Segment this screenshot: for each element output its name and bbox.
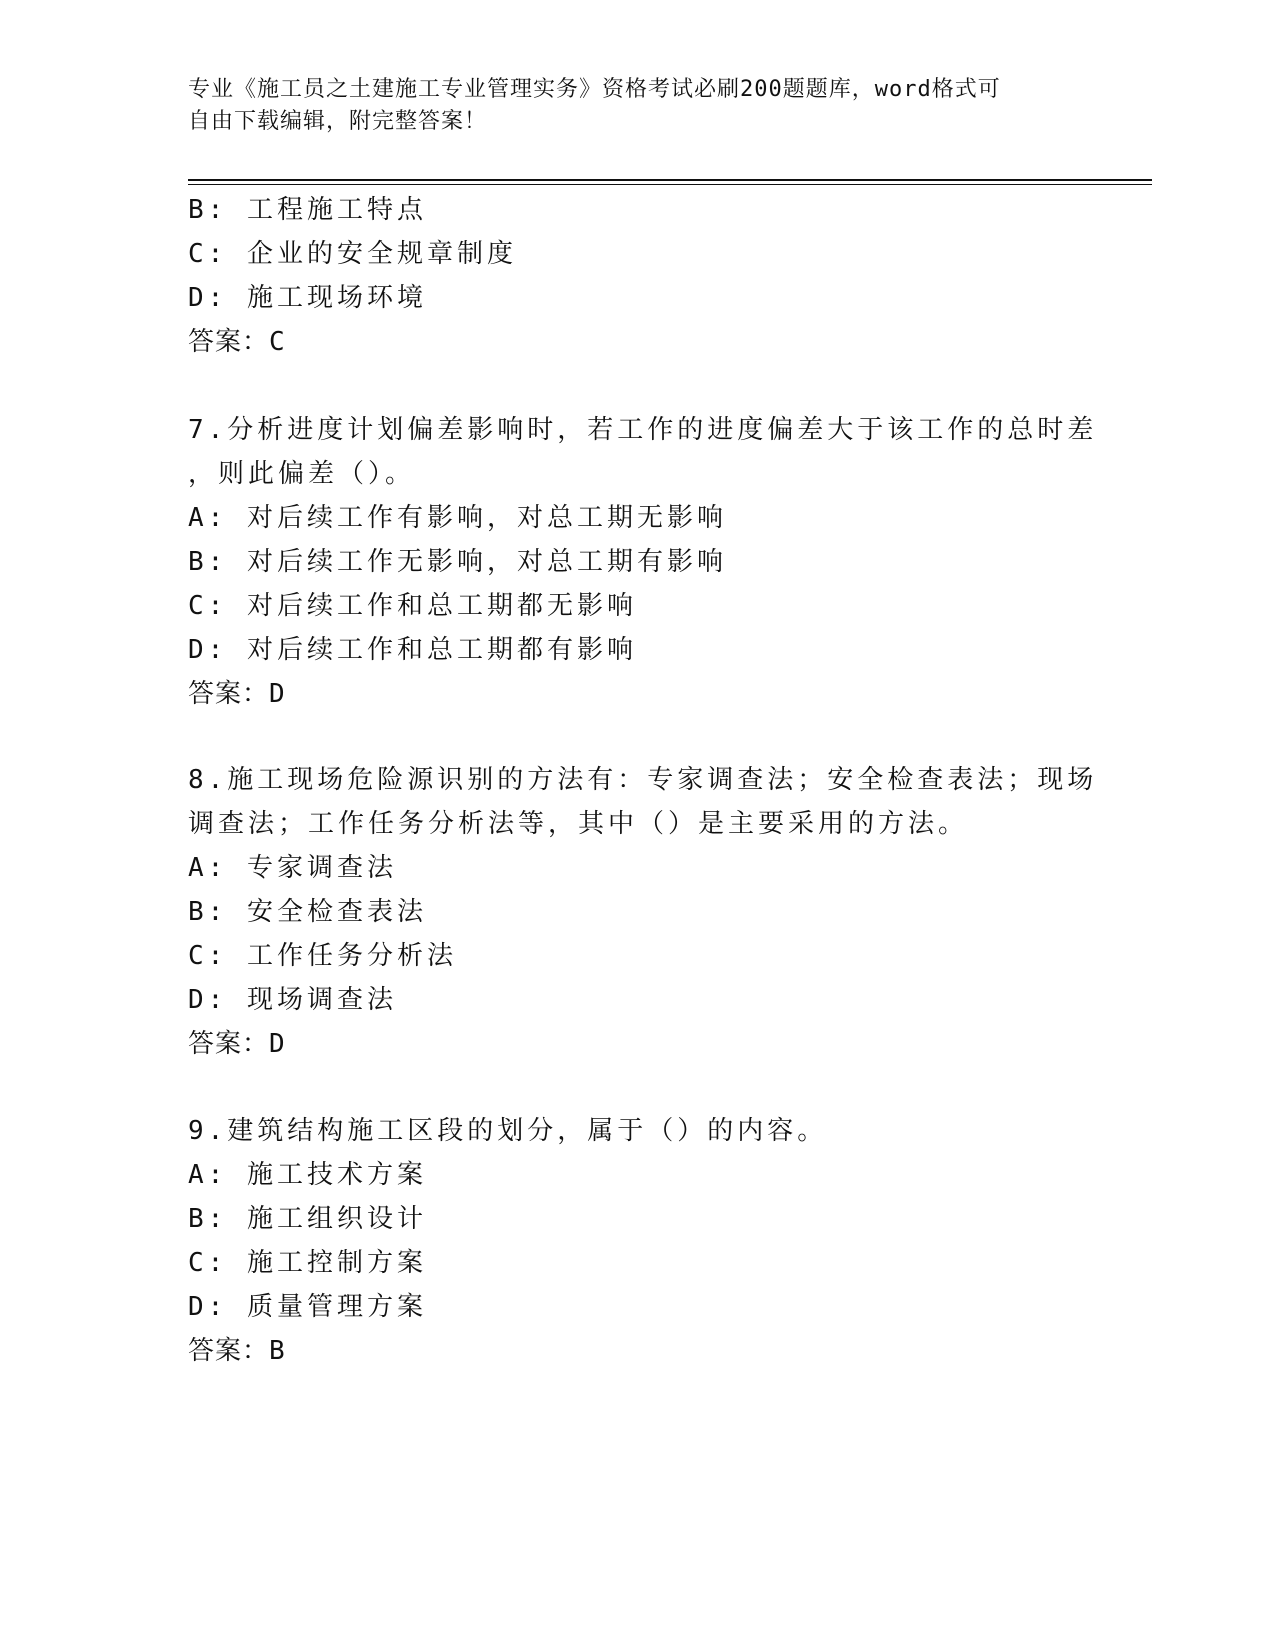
q6-option-b: B: 工程施工特点 <box>188 195 427 225</box>
q8-stem-line-2: 调查法；工作任务分析法等，其中（）是主要采用的方法。 <box>188 809 969 839</box>
header-divider-thin <box>188 184 1152 185</box>
q6-answer: 答案：C <box>188 327 286 357</box>
q7-answer: 答案：D <box>188 679 286 709</box>
q7-option-c: C: 对后续工作和总工期都无影响 <box>188 591 637 621</box>
header-line-2: 自由下载编辑，附完整答案！ <box>188 109 488 134</box>
q8-stem-line-1: 8.施工现场危险源识别的方法有：专家调查法；安全检查表法；现场 <box>188 765 1098 795</box>
header-line-1: 专业《施工员之土建施工专业管理实务》资格考试必刷200题题库，word格式可 <box>188 77 1001 102</box>
q9-option-d: D: 质量管理方案 <box>188 1292 427 1322</box>
q9-option-c: C: 施工控制方案 <box>188 1248 427 1278</box>
q8-option-a: A: 专家调查法 <box>188 853 397 883</box>
q7-stem-line-1: 7.分析进度计划偏差影响时，若工作的进度偏差大于该工作的总时差 <box>188 415 1098 445</box>
q8-option-c: C: 工作任务分析法 <box>188 941 457 971</box>
q7-option-b: B: 对后续工作无影响，对总工期有影响 <box>188 547 727 577</box>
q8-option-d: D: 现场调查法 <box>188 985 397 1015</box>
q7-option-d: D: 对后续工作和总工期都有影响 <box>188 635 637 665</box>
q9-option-b: B: 施工组织设计 <box>188 1204 427 1234</box>
document-header <box>188 74 1068 138</box>
q8-option-b: B: 安全检查表法 <box>188 897 427 927</box>
q7-stem-line-2: ，则此偏差（）。 <box>188 459 416 489</box>
q9-stem-line-1: 9.建筑结构施工区段的划分，属于（）的内容。 <box>188 1116 828 1146</box>
header-divider-thick <box>188 179 1152 181</box>
q7-option-a: A: 对后续工作有影响，对总工期无影响 <box>188 503 727 533</box>
q6-option-d: D: 施工现场环境 <box>188 283 427 313</box>
q9-answer: 答案：B <box>188 1336 286 1366</box>
q8-answer: 答案：D <box>188 1029 286 1059</box>
q6-option-c: C: 企业的安全规章制度 <box>188 239 517 269</box>
q9-option-a: A: 施工技术方案 <box>188 1160 427 1190</box>
